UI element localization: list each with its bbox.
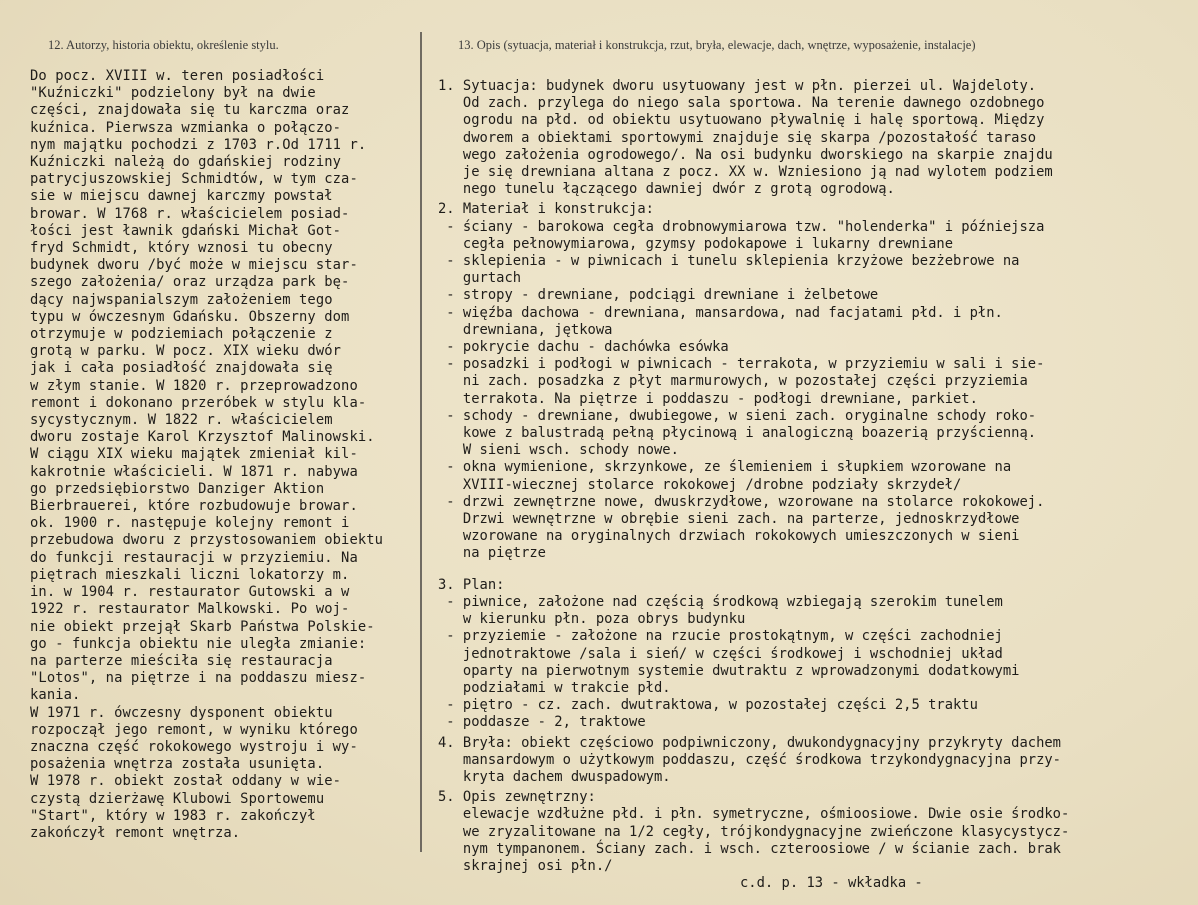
description-text-line: drewniana, jętkowa (438, 321, 613, 338)
description-section (438, 577, 1193, 732)
description-text-line: Drzwi wewnętrzne w obrębie sieni zach. na parterze, jednoskrzydłowe (438, 511, 1020, 528)
history-text-line: go przedsiębiorstwo Danziger Aktion (30, 480, 325, 497)
description-text-line: - piwnice, założone nad częścią środkową wzbiegają szerokim tunelem (438, 593, 1003, 610)
description-text-line: 1. Sytuacja: budynek dworu usytuowany jest w płn. pierzei ul. Wajdeloty. (438, 78, 1037, 94)
history-text-line: kakrotnie właścicieli. W 1871 r. nabywa (30, 463, 358, 480)
description-text-line: wzorowane na oryginalnych drzwiach rokokowych umieszczonych w sieni (438, 528, 1020, 545)
description-text-line: podziałami w trakcie płd. (438, 679, 671, 696)
description-text-line: w kierunku płn. poza obrys budynku (438, 611, 746, 628)
description-text-line: terrakota. Na piętrze i poddaszu - podłogi drewniane, parkiet. (438, 390, 978, 407)
description-text-line: 2. Materiał i konstrukcja: (438, 201, 654, 218)
history-text-line: w złym stanie. W 1820 r. przeprowadzono (30, 377, 358, 394)
description-text-line: 4. Bryła: obiekt częściowo podpiwniczony, dwukondygnacyjny przykryty dachem (438, 734, 1061, 751)
description-text-line: je się drewniana altana z pocz. XX w. Wzniesiono ją nad wylotem podziem (438, 164, 1053, 181)
history-text-line: kania. (30, 687, 81, 704)
history-text-line: jak i cała posiadłość znajdowała się (30, 360, 333, 377)
description-text-line: - przyziemie - założone na rzucie prostokątnym, w części zachodniej (438, 628, 1003, 645)
history-text-line: szego założenia/ oraz urządza park bę- (30, 274, 350, 291)
left-column-header: 12. Autorzy, historia obiektu, określenie stylu. (48, 38, 279, 52)
description-text-line: - piętro - cz. zach. dwutraktowa, w pozostałej części 2,5 traktu (438, 697, 978, 714)
description-text-line: dworem a obiektami sportowymi znajduje się skarpa /pozostałość taraso (438, 129, 1037, 146)
history-text-line: znaczna część rokokowego wystroju i wy- (30, 738, 358, 755)
history-text-line: "Lotos", na piętrze i na poddaszu miesz- (30, 670, 367, 687)
description-text-line: - sklepienia - w piwnicach i tunelu sklepienia krzyżowe bezżebrowe na (438, 253, 1020, 270)
description-text-line: kowe z balustradą pełną płycinową i analogiczną boazerią przyścienną. (438, 425, 1037, 442)
description-text-line: skrajnej osi płn./ (438, 857, 613, 874)
right-column-header: 13. Opis (sytuacja, materiał i konstrukcja, rzut, bryła, elewacje, dach, wnętrze, wyposażenie, instalacje) (458, 38, 976, 52)
history-text-line: nym majątku pochodzi z 1703 r.Od 1711 r. (30, 136, 367, 153)
description-text-line: XVIII-wiecznej stolarce rokokowej /drobne podziały skrzydeł/ (438, 476, 962, 493)
history-text-line: 1922 r. restaurator Malkowski. Po woj- (30, 601, 350, 618)
description-text-line: jednotraktowe /sala i sień/ w części środkowej i wschodniej układ (438, 645, 1003, 662)
description-text-line: - ściany - barokowa cegła drobnowymiarowa tzw. "holenderka" i późniejsza (438, 218, 1045, 235)
description-text-line: nego tunelu łączącego dawniej dwór z grotą ogrodową. (438, 181, 895, 198)
history-text-line: W 1971 r. ówczesny dysponent obiektu (30, 704, 333, 721)
history-text-line: Bierbrauerei, które rozbudowuje browar. (30, 498, 358, 515)
description-text-line: Od zach. przylega do niego sala sportowa. Na terenie dawnego ozdobnego (438, 95, 1045, 112)
history-text-line: "Start", który w 1983 r. zakończył (30, 807, 316, 824)
description-text-line: mansardowym o użytkowym poddaszu, część środkowa trzykondygnacyjna przy- (438, 751, 1061, 768)
history-text-line: budynek dworu /być może w miejscu star- (30, 257, 358, 274)
description-section (438, 201, 1193, 562)
history-text-line: kuźnica. Pierwsza wzmianka o połączo- (30, 119, 342, 136)
history-text-line: do funkcji restauracji w przyziemiu. Na (30, 549, 358, 566)
description-text-line: - okna wymienione, skrzynkowe, ze ślemieniem i słupkiem wzorowane na (438, 459, 1012, 476)
description-text-line: elewacje wzdłużne płd. i płn. symetryczne, ośmioosiowe. Dwie osie środko- (438, 806, 1070, 823)
history-text-line: dworu zostaje Karol Krzysztof Malinowski. (30, 429, 375, 446)
description-text-line: - drzwi zewnętrzne nowe, dwuskrzydłowe, wzorowane na stolarce rokokowej. (438, 493, 1045, 510)
history-text-line: nie obiekt przejął Skarb Państwa Polskie- (30, 618, 375, 635)
description-section (438, 735, 1193, 787)
history-text-line: "Kuźniczki" podzielony był na dwie (30, 85, 316, 102)
history-text-line: sycystycznym. W 1822 r. właścicielem (30, 412, 333, 429)
history-text-line: W ciągu XIX wieku majątek zmieniał kil- (30, 446, 358, 463)
description-text-line: - pokrycie dachu - dachówka esówka (438, 339, 729, 356)
history-text-line: na parterze mieściła się restauracja (30, 652, 333, 669)
history-text-line: przebudowa dworu z przystosowaniem obiektu (30, 532, 384, 549)
history-text-line: rozpoczął jego remont, w wyniku którego (30, 721, 358, 738)
description-text-line: W sieni wsch. schody nowe. (438, 442, 679, 459)
history-text-line: łości jest ławnik gdański Michał Got- (30, 222, 342, 239)
history-text-line: czystą dzierżawę Klubowi Sportowemu (30, 790, 325, 807)
history-text-line: grotą w parku. W pocz. XIX wieku dwór (30, 343, 342, 360)
description-text-line: na piętrze (438, 545, 546, 562)
history-text-line: fryd Schmidt, który wznosi tu obecny (30, 240, 333, 257)
history-text-line: dący najwspanialszym założeniem tego (30, 291, 333, 308)
history-text-line: remont i dokonano przeróbek w stylu kla- (30, 394, 367, 411)
history-text-line: piętrach mieszkali liczni lokatorzy m. (30, 566, 350, 583)
history-text-line: Do pocz. XVIII w. teren posiadłości (30, 68, 325, 84)
history-text-line: otrzymuje w podziemiach połączenie z (30, 326, 333, 343)
history-text-line: ok. 1900 r. następuje kolejny remont i (30, 515, 350, 532)
description-text-line: - poddasze - 2, traktowe (438, 714, 646, 731)
description-text-line: cegła pełnowymiarowa, gzymsy podokapowe i lukarny drewniane (438, 235, 953, 252)
description-text-line: we zryzalitowane na 1/2 cegły, trójkondygnacyjne zwieńczone klasycystycz- (438, 823, 1070, 840)
history-text-line: typu w ówczesnym Gdańsku. Obszerny dom (30, 308, 350, 325)
description-section (438, 789, 1193, 875)
description-text-column (438, 78, 1193, 878)
description-text-line: 3. Plan: (438, 576, 505, 593)
history-text-line: W 1978 r. obiekt został oddany w wie- (30, 773, 342, 790)
description-text-line: - posadzki i podłogi w piwnicach - terrakota, w przyziemiu w sali i sie- (438, 356, 1045, 373)
description-text-line: ni zach. posadzka z płyt marmurowych, w pozostałej części przyziemia (438, 373, 1028, 390)
history-text-line: in. w 1904 r. restaurator Gutowski a w (30, 584, 350, 601)
description-text-line: - stropy - drewniane, podciągi drewniane i żelbetowe (438, 287, 879, 304)
description-text-line: 5. Opis zewnętrzny: (438, 789, 596, 806)
history-text-line: zakończył remont wnętrza. (30, 824, 241, 841)
history-text-line: Kuźniczki należą do gdańskiej rodziny (30, 154, 342, 171)
description-text-line: - schody - drewniane, dwubiegowe, w sieni zach. oryginalne schody roko- (438, 407, 1037, 424)
history-text-column (30, 68, 442, 842)
history-text-line: go - funkcja obiektu nie uległa zmianie: (30, 635, 367, 652)
history-text-line: sie w miejscu dawnej karczmy powstał (30, 188, 333, 205)
description-text-line: gurtach (438, 270, 522, 287)
description-text-line: nym tympanonem. Ściany zach. i wsch. czteroosiowe / w ścianie zach. brak (438, 840, 1061, 857)
history-text-line: patrycjuszowskiej Schmidtów, w tym cza- (30, 171, 358, 188)
history-text-line: browar. W 1768 r. właścicielem posiad- (30, 205, 350, 222)
continuation-note: c.d. p. 13 - wkładka - (740, 875, 923, 891)
description-text-line: ogrodu na płd. od obiektu usytuowano pływalnię i halę sportową. Między (438, 112, 1045, 129)
description-text-line: - więźba dachowa - drewniana, mansardowa, nad facjatami płd. i płn. (438, 304, 1003, 321)
description-text-line: wego założenia ogrodowego/. Na osi budynku dworskiego na skarpie znajdu (438, 146, 1053, 163)
history-text-line: części, znajdowała się tu karczma oraz (30, 102, 350, 119)
description-text-line: kryta dachem dwuspadowym. (438, 768, 671, 785)
history-text-line: posażenia wnętrza została usunięta. (30, 756, 325, 773)
description-section (438, 78, 1193, 198)
description-text-line: oparty na pierwotnym systemie dwutraktu z wprowadzonymi dodatkowymi (438, 662, 1020, 679)
